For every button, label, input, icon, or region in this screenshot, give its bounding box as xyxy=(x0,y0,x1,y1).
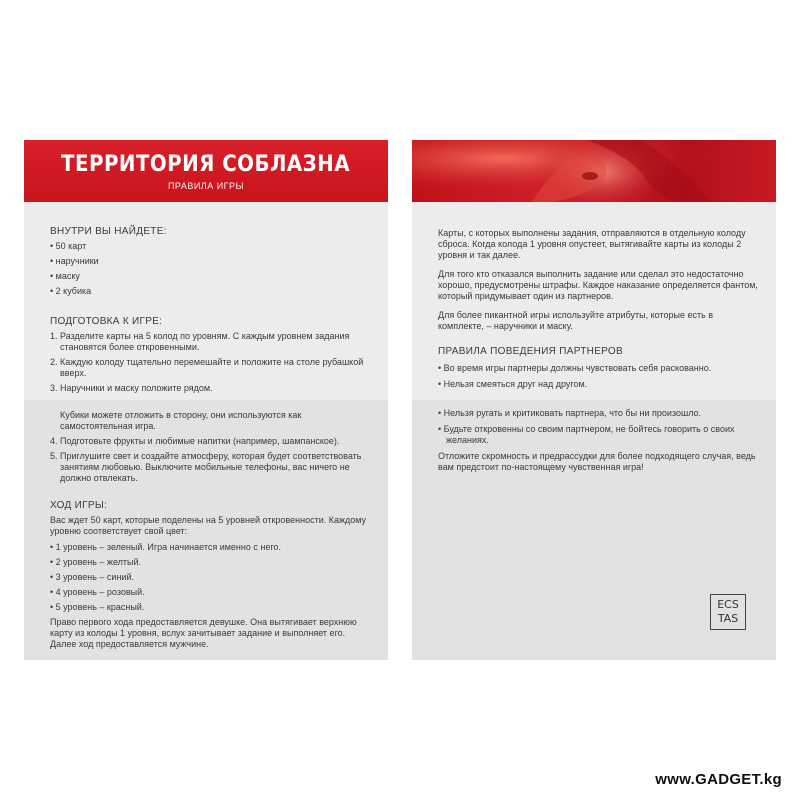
list-item: • 5 уровень – красный. xyxy=(50,602,145,612)
closing-paragraph: Отложите скромность и предрассудки для более подходящего случая, ведь вам предстоит по-настоящему чувственная игра! xyxy=(438,451,756,472)
prep-heading: ПОДГОТОВКА К ИГРЕ: xyxy=(50,316,163,327)
list-item: 3. Наручники и маску положите рядом. xyxy=(50,383,213,393)
paragraph-discard: Карты, с которых выполнены задания, отправляются в отдельную колоду сброса. Когда колода 1 уровня опустеет, вытягивайте карты из колоды 2 уровня и так далее. xyxy=(438,228,746,260)
rules-card-right xyxy=(412,140,776,660)
list-item: • маску xyxy=(50,271,80,281)
intro-section xyxy=(438,228,758,335)
list-item: • Будьте откровенны со своим партнером, не бойтесь говорить о своих желаниях. xyxy=(438,424,735,445)
game-intro: Вас ждет 50 карт, которые поделены на 5 уровней откровенности. Каждому уровню соответствует свой цвет: xyxy=(50,515,367,536)
list-item: • наручники xyxy=(50,256,99,266)
list-item: • Нельзя ругать и критиковать партнера, что бы ни произошло. xyxy=(438,408,702,418)
list-item: • 2 кубика xyxy=(50,286,92,296)
site-watermark: www.GADGET.kg xyxy=(655,771,782,788)
list-item: • 50 карт xyxy=(50,241,87,251)
prep-section xyxy=(50,316,370,398)
list-item: 5. Приглушите свет и создайте атмосферу, которая будет соответствовать занятиям любовью. Выключите мобильные телефоны, вас ничего не должно отвлекать. xyxy=(50,451,362,483)
logo-line-1: ECS xyxy=(717,598,739,611)
paragraph-attributes: Для более пикантной игры используйте атрибуты, которые есть в комплекте, – наручники и маску. xyxy=(438,310,714,331)
behavior-section-continued xyxy=(438,408,758,476)
ecstas-logo xyxy=(710,594,746,630)
list-item: • 1 уровень – зеленый. Игра начинается именно с него. xyxy=(50,542,281,552)
couple-photo-art xyxy=(412,140,776,202)
behavior-section xyxy=(438,346,758,395)
rules-card-left xyxy=(24,140,388,660)
title-banner xyxy=(24,140,388,202)
list-item: • 4 уровень – розовый. xyxy=(50,587,145,597)
inside-section xyxy=(50,226,370,301)
couple-photo xyxy=(412,140,776,202)
list-item: • 3 уровень – синий. xyxy=(50,572,134,582)
list-item: 4. Подготовьте фрукты и любимые напитки (например, шампанское). xyxy=(50,436,340,446)
list-item: • Нельзя смеяться друг над другом. xyxy=(438,379,588,389)
logo-line-2: TAS xyxy=(717,612,739,625)
behavior-heading: ПРАВИЛА ПОВЕДЕНИЯ ПАРТНЕРОВ xyxy=(438,346,623,357)
list-item: • Во время игры партнеры должны чувствовать себя раскованно. xyxy=(438,363,712,373)
prep-section-continued xyxy=(50,410,370,488)
paragraph-penalty: Для того кто отказался выполнить задание или сделал это недостаточно хорошо, предусмотрены штрафы. Каждое наказание определяется фантом, который придумывает один из партнеров. xyxy=(438,269,758,301)
list-item: 2. Каждую колоду тщательно перемешайте и положите на столе рубашкой вверх. xyxy=(50,357,364,378)
list-item: 1. Разделите карты на 5 колод по уровням. С каждым уровнем задания становятся более откровенными. xyxy=(50,331,350,352)
rules-subtitle: ПРАВИЛА ИГРЫ xyxy=(167,181,245,191)
game-heading: ХОД ИГРЫ: xyxy=(50,500,108,511)
inside-heading: ВНУТРИ ВЫ НАЙДЕТЕ: xyxy=(50,226,167,237)
game-outro: Право первого хода предоставляется девушке. Она вытягивает верхнюю карту из колоды 1 уровня, вслух зачитывает задание и выполняет его. Далее ход предоставляется мужчине. xyxy=(50,617,357,649)
game-title: ТЕРРИТОРИЯ СОБЛАЗНА xyxy=(61,152,351,177)
list-item: • 2 уровень – желтый. xyxy=(50,557,142,567)
prep-continuation: Кубики можете отложить в сторону, они используются как самостоятельная игра. xyxy=(60,410,302,431)
game-section xyxy=(50,500,370,653)
